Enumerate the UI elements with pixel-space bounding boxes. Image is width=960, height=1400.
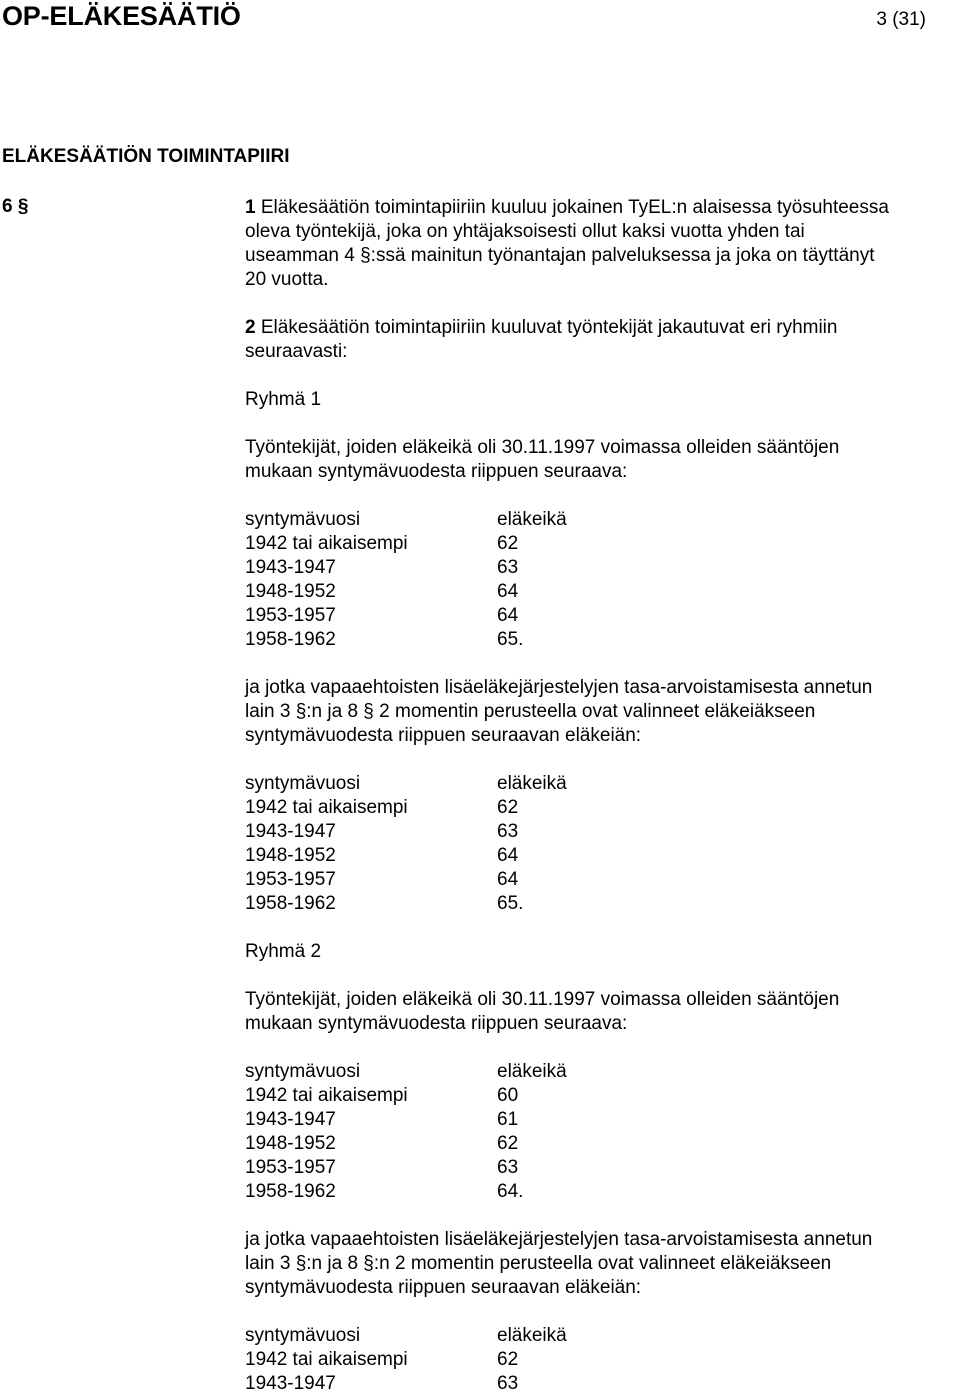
item-1 — [245, 196, 957, 292]
table-cell: 1948-1952 — [245, 1133, 336, 1154]
item-2-line: 2 Eläkesäätiön toimintapiiriin kuuluvat työntekijät jakautuvat eri ryhmiin — [245, 317, 838, 338]
table-row — [245, 844, 957, 868]
table-cell: 60 — [497, 1085, 519, 1106]
table-cell: 63 — [497, 1373, 519, 1394]
table-cell: 1948-1952 — [245, 845, 336, 866]
table-row — [245, 532, 957, 556]
table-cell: 62 — [497, 1349, 519, 1370]
table-header-row — [245, 508, 957, 532]
table-cell: 62 — [497, 533, 519, 554]
table-row — [245, 796, 957, 820]
table-cell: 1942 tai aikaisempi — [245, 1085, 408, 1106]
table-cell: 1943-1947 — [245, 1373, 336, 1394]
table-cell: 61 — [497, 1109, 519, 1130]
table-cell: 64 — [497, 869, 519, 890]
table-header-row — [245, 1060, 957, 1084]
table-row — [245, 868, 957, 892]
table-cell: 1958-1962 — [245, 1181, 336, 1202]
table-header: eläkeikä — [497, 1325, 567, 1346]
table-cell: 1953-1957 — [245, 1157, 336, 1178]
table-cell: 63 — [497, 557, 519, 578]
table-cell: 64. — [497, 1181, 524, 1202]
table-row — [245, 1372, 957, 1396]
item-2 — [245, 316, 957, 364]
paragraph-number: 6 § — [2, 196, 29, 217]
paragraph-content — [245, 196, 957, 1396]
table-row — [245, 1156, 957, 1180]
retirement-age-table — [245, 508, 957, 652]
section-title: ELÄKESÄÄTIÖN TOIMINTAPIIRI — [2, 146, 290, 167]
table-header-row — [245, 1324, 957, 1348]
table-header: eläkeikä — [497, 1061, 567, 1082]
table-row — [245, 820, 957, 844]
table-header-row — [245, 772, 957, 796]
table-row — [245, 628, 957, 652]
table-cell: 1943-1947 — [245, 1109, 336, 1130]
table-cell: 63 — [497, 821, 519, 842]
table-cell: 65. — [497, 893, 524, 914]
table-cell: 1943-1947 — [245, 821, 336, 842]
item-1-line: 20 vuotta. — [245, 269, 329, 290]
table-header: eläkeikä — [497, 773, 567, 794]
table-cell: 63 — [497, 1157, 519, 1178]
table-row — [245, 604, 957, 628]
table-row — [245, 1348, 957, 1372]
table-row — [245, 556, 957, 580]
group-2-intro: Työntekijät, joiden eläkeikä oli 30.11.1997 voimassa olleiden sääntöjen mukaan syntymävuodesta riippuen seuraava: — [245, 989, 840, 1034]
table-cell: 64 — [497, 605, 519, 626]
table-header: syntymävuosi — [245, 1061, 361, 1082]
item-number: 2 — [245, 317, 256, 338]
table-cell: 1942 tai aikaisempi — [245, 1349, 408, 1370]
table-header: syntymävuosi — [245, 773, 361, 794]
table-cell: 64 — [497, 845, 519, 866]
document-header-title: OP-ELÄKESÄÄTIÖ — [2, 1, 241, 31]
table-cell: 62 — [497, 1133, 519, 1154]
retirement-age-table — [245, 1060, 957, 1204]
item-1-line: 1 Eläkesäätiön toimintapiiriin kuuluu jokainen TyEL:n alaisessa työsuhteessa — [245, 197, 889, 218]
table-cell: 64 — [497, 581, 519, 602]
table-header: syntymävuosi — [245, 1325, 361, 1346]
table-header: eläkeikä — [497, 509, 567, 530]
table-cell: 1948-1952 — [245, 581, 336, 602]
group-1-intro: Työntekijät, joiden eläkeikä oli 30.11.1997 voimassa olleiden sääntöjen mukaan syntymävuodesta riippuen seuraava: — [245, 437, 840, 482]
table-cell: 62 — [497, 797, 519, 818]
retirement-age-table — [245, 1324, 957, 1396]
page-number: 3 (31) — [876, 9, 926, 30]
table-cell: 1942 tai aikaisempi — [245, 533, 408, 554]
group-2-title: Ryhmä 2 — [245, 941, 322, 962]
group-1-title: Ryhmä 1 — [245, 389, 322, 410]
table-row — [245, 1084, 957, 1108]
table-cell: 1943-1947 — [245, 557, 336, 578]
table-cell: 1953-1957 — [245, 869, 336, 890]
table-row — [245, 1132, 957, 1156]
item-2-line: seuraavasti: — [245, 341, 348, 362]
item-number: 1 — [245, 197, 256, 218]
table-cell: 1942 tai aikaisempi — [245, 797, 408, 818]
table-row — [245, 1108, 957, 1132]
retirement-age-table — [245, 772, 957, 916]
table-row — [245, 892, 957, 916]
table-row — [245, 1180, 957, 1204]
item-1-line: useamman 4 §:ssä mainitun työnantajan palveluksessa ja joka on täyttänyt — [245, 245, 875, 266]
table-row — [245, 580, 957, 604]
table-header: syntymävuosi — [245, 509, 361, 530]
table-cell: 1953-1957 — [245, 605, 336, 626]
voluntary-arrangement-text: ja jotka vapaaehtoisten lisäeläkejärjestelyjen tasa-arvoistamisesta annetun lain 3 §:n ja 8 § 2 momentin perusteella ovat valinneet eläkeiäkseen syntymävuodesta riippuen seuraavan eläkeiän: — [245, 677, 873, 746]
table-cell: 1958-1962 — [245, 629, 336, 650]
table-cell: 1958-1962 — [245, 893, 336, 914]
voluntary-arrangement-text: ja jotka vapaaehtoisten lisäeläkejärjestelyjen tasa-arvoistamisesta annetun lain 3 §:n ja 8 §:n 2 momentin perusteella ovat valinneet eläkeiäkseen syntymävuodesta riippuen seuraavan eläkeiän: — [245, 1229, 873, 1298]
table-cell: 65. — [497, 629, 524, 650]
item-1-line: oleva työntekijä, joka on yhtäjaksoisesti ollut kaksi vuotta yhden tai — [245, 221, 805, 242]
